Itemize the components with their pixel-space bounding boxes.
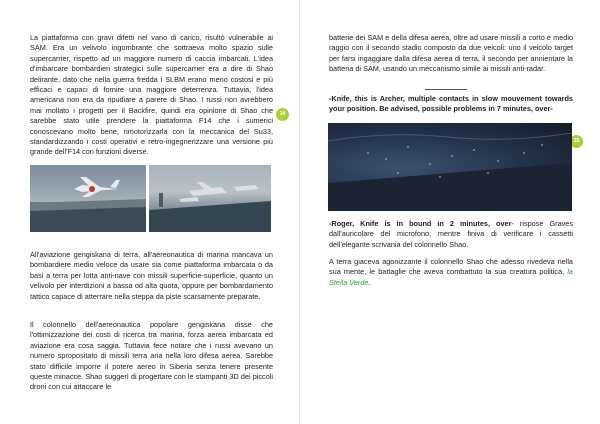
radio-message-archer-text: -Knife, this is Archer, multiple contacts in slow mouvement towards your position. Be advised, possible problems in 7 minutes, over- [329,94,573,114]
right-paragraph-3-end: . [368,277,371,287]
left-paragraph-3: Il colonnello dell'aereonautica popolare gengiskana disse che l'ottimizzazione dei costi di ricerca tra marina, forza aerea imbarcata ed aviazione era cosa saggia. Tuttavia fece notare che i russi avevano un numero spropositato di missili terra aria nella loro difesa aerea. Sarebbe stato difficile imporre il potere aereo in Siberia senza tenere presente queste minacce. Shao suggerì di progettare con le stampanti 3D dei piccoli droni con cui attaccare le [30,320,273,392]
radio-message-knife [329,219,573,250]
stella-verde-link[interactable]: la Stella Verde [329,267,573,287]
night-aerial-city-photo [328,123,572,211]
right-page [300,0,600,424]
page-number-badge-right: 35 [570,135,583,148]
page-number-badge-left: 34 [276,108,289,121]
section-divider [425,89,467,90]
right-paragraph-3-main: A terra giaceva agonizzante il colonnello Shao che adesso rivedeva nella sua mente, le battaglie che aveva combattuto la sua creatura politica, [329,257,573,277]
right-paragraph-1: batterie dei SAM e della difesa aerea, oltre ad usare missili a corto e medio raggio con il secondo stadio composto da due veicoli: uno il veicolo target per farsi ingaggiare dalla difesa aerea di terra, il secondo per annientare la batteria di SAM, usando un meccanismo simile ai missili anti-radar. [329,33,573,74]
radio-message-knife-callout: -Roger, Knife is in bound in 2 minutes, over [329,219,512,228]
aircraft-carrier-photo-1 [30,165,146,232]
left-paragraph-2: All'aviazione gengiskana di terra, all'aereonautica di marina mancava un bombardiere medio veloce da usare sia come piattaforma imbarcata o da basi a terra per lotta anti-nave con missili superficie-superficie, quanto un velivolo per interdizioni a bassa od alta quota, oppure per bombardamento tattico capace di atterrare nella steppa da piste scarsamente preparate. [30,250,273,301]
left-paragraph-1: La piattaforma con gravi difetti nel vano di carico, risultò vulnerabile ai SAM. Era un velivolo ingombrante che sottraeva molto spazio sulle supercarrier, rispetto ad un maggiore numero di caccia imbarcati. L'idea d'imbarcare bombardieri strategici sulle supercarrier era a dire di Shao delirante, dato che nella guerra fredda i SLBM erano meno costosi e più efficaci e capaci di fornire una maggiore deterrenza. Tuttavia, l'idea americana non era da ripudiare a parere di Shao. I russi non avrebbero mai mollato i progetti per il Backfire, quindi era opinione di Shao che sarebbe stato utile prendere la piattaforma F14 che i sumerici conoscevano molto bene, rimotorizzarla con la meccanica del Su33, standardizzando i costi operativi e retro-ingegnerizzare una versione più grande dell'F14 con funzioni diverse. [30,33,273,157]
right-paragraph-3 [329,257,573,288]
aircraft-carrier-photo-2 [149,165,271,232]
radio-message-archer [329,94,573,115]
radio-message-knife-narration: - rispose Graves dall'auricolare del microfono, mentre finiva di verificare i cassetti dell'elegante scrivania del colonnello Shao. [329,219,573,249]
